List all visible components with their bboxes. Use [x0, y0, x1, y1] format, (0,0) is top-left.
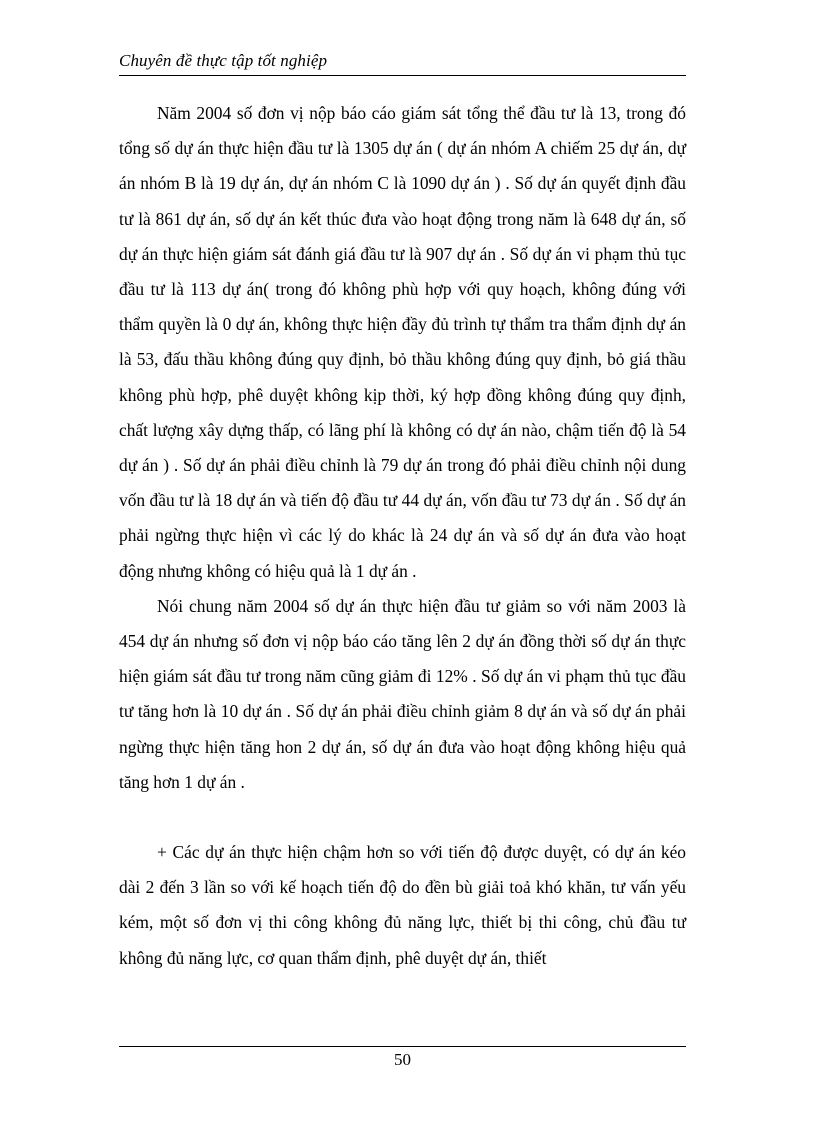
- page-header: [119, 50, 686, 76]
- paragraph: Nói chung năm 2004 số dự án thực hiện đầu tư giảm so với năm 2003 là 454 dự án nhưng số đơn vị nộp báo cáo tăng lên 2 dự án đồng thời số dự án thực hiện giám sát đầu tư trong năm cũng giảm đi 12% . Số dự án vi phạm thủ tục đầu tư tăng hơn là 10 dự án . Số dự án phải điều chỉnh giảm 8 dự án và số dự án phải ngừng thực hiện tăng hon 2 dự án, số dự án đưa vào hoạt động không hiệu quả tăng hơn 1 dự án .: [119, 595, 686, 792]
- paragraph: Năm 2004 số đơn vị nộp báo cáo giám sát tổng thể đầu tư là 13, trong đó tổng số dự án thực hiện đầu tư là 1305 dự án ( dự án nhóm A chiếm 25 dự án, dự án nhóm B là 19 dự án, dự án nhóm C là 1090 dự án ) . Số dự án quyết định đầu tư là 861 dự án, số dự án kết thúc đưa vào hoạt động trong năm là 648 dự án, số dự án thực hiện giám sát đánh giá đầu tư là 907 dự án . Số dự án vi phạm thủ tục đầu tư là 113 dự án( trong đó không phù hợp với quy hoạch, không đúng với thẩm quyền là 0 dự án, không thực hiện đầy đủ trình tự thẩm tra thẩm định dự án là 53, đấu thầu không đúng quy định, bỏ thầu không đúng quy định, bỏ giá thầu không phù hợp, phê duyệt không kịp thời, ký hợp đồng không đúng quy định, chất lượng xây dựng thấp, có lãng phí là không có dự án nào, chậm tiến độ là 54 dự án ) . Số dự án phải điều chỉnh là 79 dự án trong đó phải điều chỉnh nội dung vốn đầu tư là 18 dự án và tiến độ đầu tư 44 dự án, vốn đầu tư 73 dự án . Số dự án phải ngừng thực hiện vì các lý do khác là 24 dự án và số dự án đưa vào hoạt động nhưng không có hiệu quả là 1 dự án .: [119, 103, 686, 581]
- document-title: Chuyên đề thực tập tốt nghiệp: [119, 51, 328, 70]
- document-body: [119, 96, 686, 976]
- page-number: 50: [394, 1050, 411, 1069]
- page-footer: [119, 1046, 686, 1071]
- paragraph: + Các dự án thực hiện chậm hơn so với tiến độ được duyệt, có dự án kéo dài 2 đến 3 lần so với kế hoạch tiến độ do đền bù giải toả khó khăn, tư vấn yếu kém, một số đơn vị thi công không đủ năng lực, thiết bị thi công, chủ đầu tư không đủ năng lực, cơ quan thẩm định, phê duyệt dự án, thiết: [119, 842, 686, 968]
